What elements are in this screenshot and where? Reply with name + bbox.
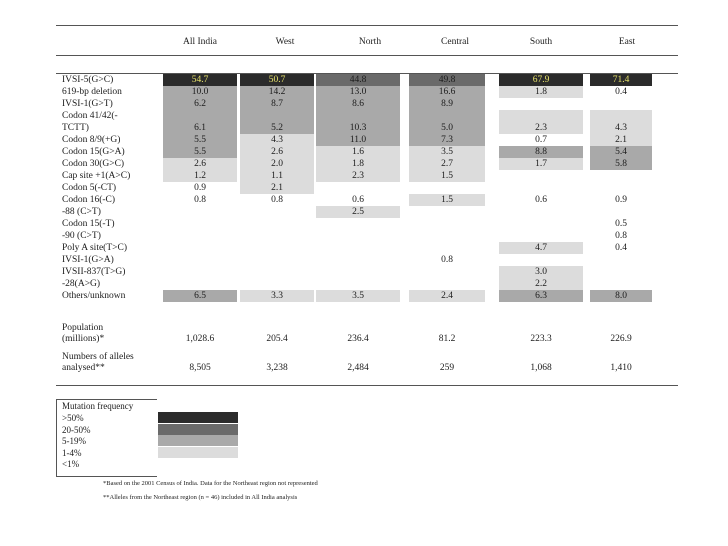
cell-shade xyxy=(409,86,485,98)
table-row xyxy=(0,206,728,218)
table-cell: 1.8 xyxy=(535,87,547,97)
cell-shade xyxy=(316,242,400,254)
cell-shade xyxy=(163,242,237,254)
row-label: Codon 5(-CT) xyxy=(62,183,117,193)
cell-shade xyxy=(590,86,652,98)
cell-shade xyxy=(240,158,314,170)
table-bottom-rule xyxy=(56,385,678,386)
cell-shade xyxy=(499,290,583,302)
table-row xyxy=(0,182,728,194)
table-row xyxy=(0,230,728,242)
table-cell: 1,068 xyxy=(530,363,552,373)
cell-shade xyxy=(163,206,237,218)
cell-shade xyxy=(499,134,583,146)
legend-swatch xyxy=(158,447,238,458)
cell-shade xyxy=(163,230,237,242)
row-label: IVSI-1(G>T) xyxy=(62,99,113,109)
cell-shade xyxy=(163,266,237,278)
cell-shade xyxy=(240,278,314,290)
legend-label: <1% xyxy=(62,459,80,469)
cell-shade xyxy=(240,134,314,146)
cell-shade xyxy=(409,194,485,206)
table-cell: 6.3 xyxy=(535,291,547,301)
table-cell: 4.3 xyxy=(271,135,283,145)
row-label: Population xyxy=(62,323,104,333)
cell-shade xyxy=(409,74,485,86)
table-cell: 0.8 xyxy=(271,195,283,205)
table-row xyxy=(0,218,728,230)
cell-shade xyxy=(499,194,583,206)
table-cell: 5.5 xyxy=(194,135,206,145)
cell-shade xyxy=(409,242,485,254)
column-header: West xyxy=(275,37,295,47)
table-row xyxy=(0,194,728,206)
table-cell: 0.8 xyxy=(615,231,627,241)
cell-shade xyxy=(316,254,400,266)
table-cell: 259 xyxy=(439,363,455,373)
cell-shade xyxy=(240,254,314,266)
cell-shade xyxy=(409,254,485,266)
table-cell: 1.8 xyxy=(352,159,364,169)
table-cell: 223.3 xyxy=(530,334,552,344)
cell-shade xyxy=(590,98,652,110)
table-cell: 10.3 xyxy=(349,123,367,133)
table-cell: 50.7 xyxy=(268,75,286,85)
cell-shade xyxy=(409,134,485,146)
table-row xyxy=(0,158,728,170)
cell-shade xyxy=(409,218,485,230)
legend-swatch xyxy=(158,412,238,423)
cell-shade xyxy=(240,290,314,302)
cell-shade xyxy=(590,230,652,242)
cell-shade xyxy=(499,218,583,230)
cell-shade xyxy=(499,146,583,158)
table-cell: 13.0 xyxy=(349,87,367,97)
cell-shade xyxy=(316,134,400,146)
row-label: Others/unknown xyxy=(62,291,126,301)
table-cell: 8.0 xyxy=(615,291,627,301)
cell-shade xyxy=(590,170,652,182)
cell-shade xyxy=(240,266,314,278)
table-cell: 67.9 xyxy=(532,75,550,85)
row-label: (millions)* xyxy=(62,334,105,344)
table-row xyxy=(0,290,728,302)
row-label: Codon 15(G>A) xyxy=(62,147,125,157)
row-label: Codon 16(-C) xyxy=(62,195,116,205)
table-cell: 10.0 xyxy=(191,87,209,97)
table-cell: 6.1 xyxy=(194,123,206,133)
table-cell: 2.7 xyxy=(441,159,453,169)
cell-shade xyxy=(240,230,314,242)
row-label: Codon 30(G>C) xyxy=(62,159,125,169)
cell-shade xyxy=(163,146,237,158)
cell-shade xyxy=(240,182,314,194)
legend-label: 20-50% xyxy=(62,424,91,435)
table-cell: 8.7 xyxy=(271,99,283,109)
cell-shade xyxy=(163,110,237,134)
table-cell: 2.6 xyxy=(194,159,206,169)
cell-shade xyxy=(590,242,652,254)
cell-shade xyxy=(240,86,314,98)
cell-shade xyxy=(590,218,652,230)
cell-shade xyxy=(590,254,652,266)
cell-shade xyxy=(240,242,314,254)
footnote-alleles: **Alleles from the Northeast region (n = 46) included in All India analysis xyxy=(103,494,298,501)
table-cell: 226.9 xyxy=(610,334,632,344)
cell-shade xyxy=(409,158,485,170)
cell-shade xyxy=(163,98,237,110)
cell-shade xyxy=(316,266,400,278)
table-row xyxy=(0,254,728,266)
cell-shade xyxy=(409,206,485,218)
table-cell: 7.3 xyxy=(441,135,453,145)
row-label: analysed** xyxy=(62,363,105,373)
cell-shade xyxy=(316,110,400,134)
legend-label: 5-19% xyxy=(62,436,86,446)
table-cell: 2,484 xyxy=(347,363,369,373)
table-cell: 0.8 xyxy=(194,195,206,205)
table-cell: 8,505 xyxy=(189,363,211,373)
cell-shade xyxy=(409,182,485,194)
table-cell: 0.9 xyxy=(615,195,627,205)
table-cell: 11.0 xyxy=(349,135,367,145)
table-cell: 2.1 xyxy=(271,183,283,193)
cell-shade xyxy=(499,74,583,86)
cell-shade xyxy=(316,98,400,110)
table-cell: 205.4 xyxy=(266,334,288,344)
table-cell: 3.0 xyxy=(535,267,547,277)
cell-shade xyxy=(590,290,652,302)
table-row xyxy=(0,242,728,254)
table-cell: 14.2 xyxy=(268,87,286,97)
table-cell: 2.6 xyxy=(271,147,283,157)
cell-shade xyxy=(163,170,237,182)
row-label: IVSII-837(T>G) xyxy=(62,267,126,277)
cell-shade xyxy=(499,254,583,266)
table-row xyxy=(0,74,728,86)
cell-shade xyxy=(409,230,485,242)
cell-shade xyxy=(499,242,583,254)
column-header: South xyxy=(529,37,553,47)
table-cell: 71.4 xyxy=(612,75,630,85)
table-cell: 3.3 xyxy=(271,291,283,301)
cell-shade xyxy=(499,86,583,98)
table-cell: 236.4 xyxy=(347,334,369,344)
cell-shade xyxy=(316,170,400,182)
cell-shade xyxy=(316,230,400,242)
legend-label: >50% xyxy=(62,413,84,423)
column-header: All India xyxy=(182,37,218,47)
header-rule xyxy=(56,55,678,56)
cell-shade xyxy=(409,98,485,110)
table-cell: 5.8 xyxy=(615,159,627,169)
table-cell: 8.9 xyxy=(441,99,453,109)
table-cell: 2.0 xyxy=(271,159,283,169)
table-cell: 4.7 xyxy=(535,243,547,253)
cell-shade xyxy=(590,146,652,158)
table-cell: 0.9 xyxy=(194,183,206,193)
table-cell: 2.3 xyxy=(352,171,364,181)
cell-shade xyxy=(409,110,485,134)
cell-shade xyxy=(499,230,583,242)
table-cell: 5.0 xyxy=(441,123,453,133)
table-row xyxy=(0,110,728,134)
legend-title: Mutation frequency xyxy=(62,401,134,411)
cell-shade xyxy=(240,218,314,230)
row-label: -88 (C>T) xyxy=(62,207,101,217)
table-cell: 1,410 xyxy=(610,363,632,373)
legend-swatch xyxy=(158,435,238,446)
cell-shade xyxy=(499,170,583,182)
table-cell: 1.5 xyxy=(441,171,453,181)
cell-shade xyxy=(590,206,652,218)
table-cell: 1.5 xyxy=(441,195,453,205)
cell-shade xyxy=(240,74,314,86)
cell-shade xyxy=(163,290,237,302)
table-cell: 54.7 xyxy=(191,75,209,85)
table-row xyxy=(0,170,728,182)
cell-shade xyxy=(499,206,583,218)
cell-shade xyxy=(409,290,485,302)
table-cell: 0.6 xyxy=(535,195,547,205)
table-cell: 0.4 xyxy=(615,87,627,97)
table-cell: 0.6 xyxy=(352,195,364,205)
table-cell: 2.3 xyxy=(535,123,547,133)
cell-shade xyxy=(163,74,237,86)
table-cell: 2.2 xyxy=(535,279,547,289)
table-row xyxy=(0,266,728,278)
table-cell: 1.7 xyxy=(535,159,547,169)
table-top-rule xyxy=(56,25,678,26)
table-cell: 2.5 xyxy=(352,207,364,217)
row-label: Cap site +1(A>C) xyxy=(62,171,131,181)
table-row xyxy=(0,86,728,98)
table-cell: 3.5 xyxy=(352,291,364,301)
table-row xyxy=(0,278,728,290)
cell-shade xyxy=(409,278,485,290)
cell-shade xyxy=(240,98,314,110)
row-label: -90 (C>T) xyxy=(62,231,101,241)
cell-shade xyxy=(240,206,314,218)
row-label: 619-bp deletion xyxy=(62,87,122,97)
cell-shade xyxy=(316,146,400,158)
cell-shade xyxy=(316,74,400,86)
cell-shade xyxy=(499,158,583,170)
table-cell: 6.2 xyxy=(194,99,206,109)
cell-shade xyxy=(499,266,583,278)
column-header: Central xyxy=(441,37,469,47)
table-cell: 5.2 xyxy=(271,123,283,133)
legend-label: 1-4% xyxy=(62,447,82,458)
cell-shade xyxy=(240,170,314,182)
table-cell: 16.6 xyxy=(438,87,456,97)
table-row xyxy=(0,98,728,110)
row-label: Poly A site(T>C) xyxy=(62,243,128,253)
table-cell: 1,028.6 xyxy=(185,334,215,344)
cell-shade xyxy=(409,266,485,278)
cell-shade xyxy=(240,110,314,134)
cell-shade xyxy=(590,266,652,278)
cell-shade xyxy=(163,86,237,98)
row-label: Codon 41/42(- xyxy=(62,111,118,121)
cell-shade xyxy=(316,278,400,290)
table-cell: 2.1 xyxy=(615,135,627,145)
table-cell: 4.3 xyxy=(615,123,627,133)
legend-swatch xyxy=(158,424,238,435)
cell-shade xyxy=(590,158,652,170)
table-cell: 8.8 xyxy=(535,147,547,157)
table-row xyxy=(0,146,728,158)
table-cell: 0.8 xyxy=(441,255,453,265)
column-header: East xyxy=(618,37,636,47)
cell-shade xyxy=(499,110,583,134)
cell-shade xyxy=(163,158,237,170)
cell-shade xyxy=(163,182,237,194)
row-label: IVSI-5(G>C) xyxy=(62,75,114,85)
cell-shade xyxy=(240,194,314,206)
cell-shade xyxy=(316,194,400,206)
cell-shade xyxy=(590,194,652,206)
table-cell: 49.8 xyxy=(438,75,456,85)
table-cell: 0.4 xyxy=(615,243,627,253)
table-cell: 3,238 xyxy=(266,363,288,373)
row-label: TCTT) xyxy=(62,123,89,133)
cell-shade xyxy=(163,218,237,230)
cell-shade xyxy=(316,182,400,194)
cell-shade xyxy=(163,194,237,206)
cell-shade xyxy=(316,206,400,218)
cell-shade xyxy=(499,278,583,290)
table-cell: 3.5 xyxy=(441,147,453,157)
cell-shade xyxy=(163,278,237,290)
cell-shade xyxy=(499,98,583,110)
row-label: IVSI-1(G>A) xyxy=(62,255,114,265)
cell-shade xyxy=(163,254,237,266)
row-label: -28(A>G) xyxy=(62,279,101,289)
row-label: Numbers of alleles xyxy=(62,352,134,362)
table-row xyxy=(0,134,728,146)
table-cell: 6.5 xyxy=(194,291,206,301)
alleles-row xyxy=(0,351,728,375)
row-label: Codon 8/9(+G) xyxy=(62,135,121,145)
table-cell: 0.7 xyxy=(535,135,547,145)
table-cell: 5.5 xyxy=(194,147,206,157)
cell-shade xyxy=(499,182,583,194)
cell-shade xyxy=(316,86,400,98)
cell-shade xyxy=(590,278,652,290)
cell-shade xyxy=(163,134,237,146)
table-cell: 0.5 xyxy=(615,219,627,229)
cell-shade xyxy=(316,290,400,302)
row-label: Codon 15(-T) xyxy=(62,219,115,229)
column-header: North xyxy=(358,37,382,47)
cell-shade xyxy=(590,134,652,146)
table-cell: 1.6 xyxy=(352,147,364,157)
cell-shade xyxy=(590,74,652,86)
table-cell: 8.6 xyxy=(352,99,364,109)
table-cell: 81.2 xyxy=(438,334,456,344)
footnote-census: *Based on the 2001 Census of India. Data for the Northeast region not represented xyxy=(103,480,318,487)
cell-shade xyxy=(590,110,652,134)
cell-shade xyxy=(316,218,400,230)
cell-shade xyxy=(240,146,314,158)
cell-shade xyxy=(409,170,485,182)
cell-shade xyxy=(590,182,652,194)
table-cell: 44.8 xyxy=(349,75,367,85)
table-cell: 1.2 xyxy=(194,171,206,181)
table-cell: 5.4 xyxy=(615,147,627,157)
table-cell: 2.4 xyxy=(441,291,453,301)
population-row xyxy=(0,322,728,346)
table-cell: 1.1 xyxy=(271,171,283,181)
cell-shade xyxy=(316,158,400,170)
cell-shade xyxy=(409,146,485,158)
